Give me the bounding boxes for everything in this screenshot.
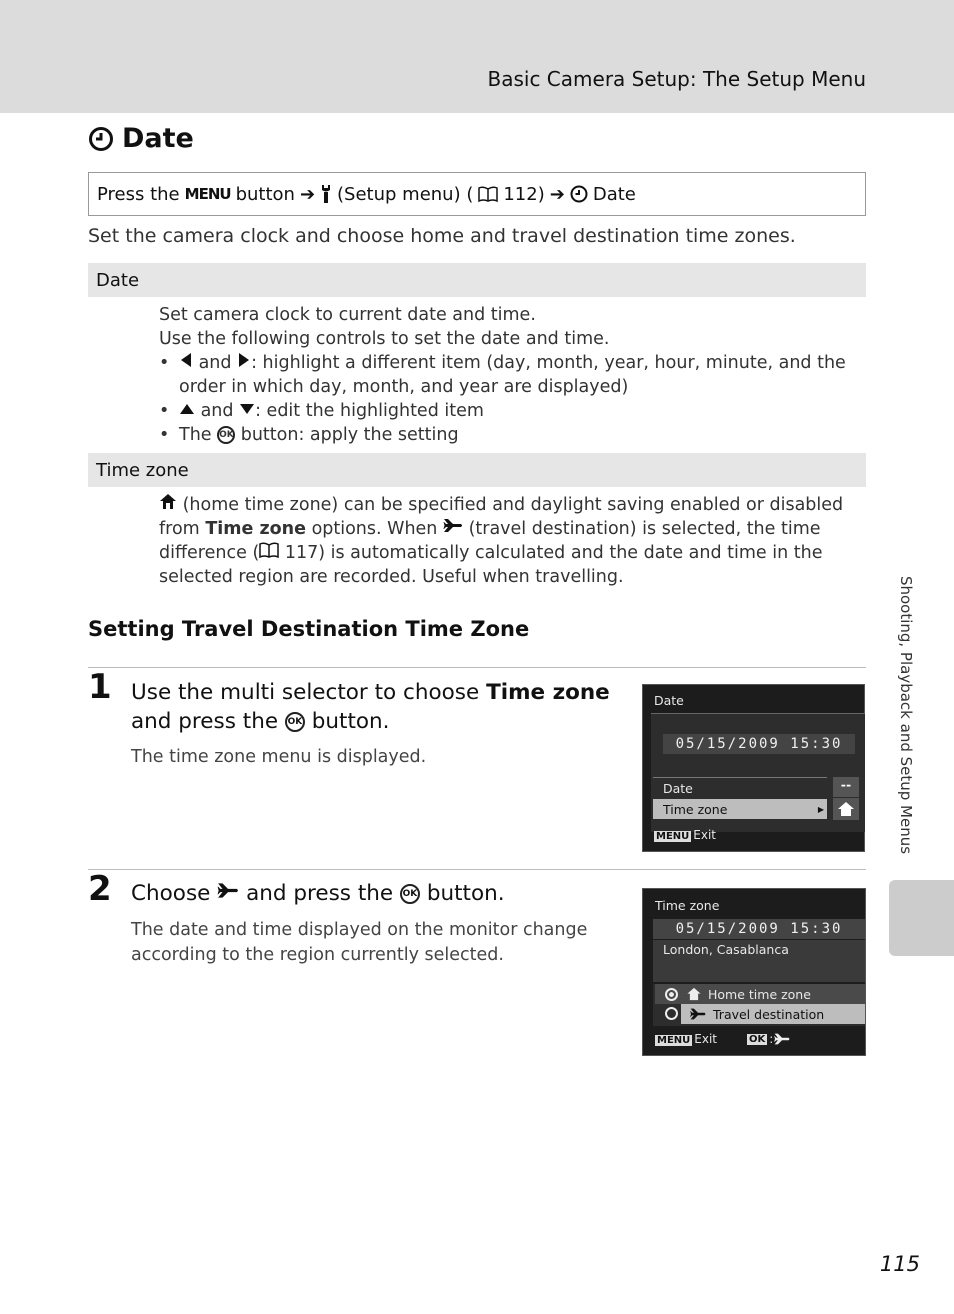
screen1-item-timezone[interactable] xyxy=(653,799,827,819)
bullet3-text: button: apply the setting xyxy=(240,425,459,445)
page-title-text: Date xyxy=(122,123,194,154)
arrow-icon: ➔ xyxy=(299,183,316,205)
right-arrow-icon xyxy=(237,352,251,368)
step-1-title xyxy=(131,678,611,736)
home-icon-option xyxy=(686,987,702,1001)
screen2-datetime: 05/15/2009 15:30 xyxy=(653,919,865,939)
step2-pre: Choose xyxy=(131,881,211,906)
chevron-right-icon: ▶ xyxy=(817,804,824,814)
arrow-icon-2: ➔ xyxy=(549,183,565,205)
screen2-travel-highlight xyxy=(681,1004,865,1024)
nav-button: button xyxy=(235,183,295,205)
nav-press: Press the xyxy=(97,183,180,205)
camera-screen-timezone xyxy=(642,888,866,1056)
page-title xyxy=(88,123,194,154)
plane-icon xyxy=(443,517,463,534)
menu-key-icon: MENU xyxy=(656,831,690,842)
screen2-opt1: Home time zone xyxy=(708,986,811,1002)
date-line2: Use the following controls to set the date and time. xyxy=(159,329,610,349)
ok-button-icon: OK xyxy=(217,426,235,444)
tz-p2: options. When xyxy=(311,519,438,539)
screen1-footer xyxy=(654,828,716,842)
bullet1-text: : highlight a different item (day, month, year, hour, minute, and the order in which day, month, and year are displayed) xyxy=(179,353,846,397)
screen2-region-panel xyxy=(653,940,865,982)
camera-screen-date xyxy=(642,684,865,852)
timezone-section-heading: Time zone xyxy=(88,453,866,487)
timezone-section-body xyxy=(159,493,859,589)
plane-icon-hint xyxy=(773,1032,791,1046)
wrench-icon xyxy=(320,184,332,204)
nav-target: Date xyxy=(592,183,636,205)
home-icon-screen xyxy=(833,798,859,820)
screen2-opt2: Travel destination xyxy=(713,1006,825,1022)
step-2-title xyxy=(131,879,611,908)
screen2-region: London, Casablanca xyxy=(663,942,789,957)
screen1-title: Date xyxy=(654,693,684,708)
step1-post2: button. xyxy=(311,709,390,734)
ok-button-icon-2: OK xyxy=(285,712,305,732)
radio-selected-icon xyxy=(665,988,678,1001)
screen2-exit: Exit xyxy=(694,1032,718,1046)
date-line1: Set camera clock to current date and time. xyxy=(159,305,536,325)
dash-icon: -- xyxy=(833,777,859,797)
subheading: Setting Travel Destination Time Zone xyxy=(88,617,530,641)
left-arrow-icon xyxy=(179,352,193,368)
step1-pre: Use the multi selector to choose xyxy=(131,680,480,705)
screen2-option-home[interactable] xyxy=(655,984,865,1004)
step-1-number: 1 xyxy=(88,667,112,707)
down-arrow-icon xyxy=(239,402,255,416)
intro-text: Set the camera clock and choose home and travel destination time zones. xyxy=(88,225,796,247)
menu-icon: MENU xyxy=(184,185,231,203)
bullet-ok xyxy=(159,423,859,447)
step1-bold: Time zone xyxy=(486,680,610,705)
step-1-desc: The time zone menu is displayed. xyxy=(131,747,427,767)
screen1-item-date[interactable]: Date xyxy=(663,780,693,796)
menu-path-box xyxy=(88,172,866,216)
plane-icon-option xyxy=(689,1007,707,1021)
screen2-title: Time zone xyxy=(655,898,720,913)
plane-icon-2 xyxy=(217,881,239,900)
step-2-desc: The date and time displayed on the monitor change according to the region currently selected. xyxy=(131,920,588,965)
up-arrow-icon xyxy=(179,402,195,416)
step2-post: button. xyxy=(426,881,505,906)
step1-post1: and press the xyxy=(131,709,279,734)
nav-ref-page: 112) xyxy=(503,183,545,205)
screen1-exit: Exit xyxy=(693,828,717,842)
tz-p3: (travel destination) is selected, the time difference xyxy=(159,519,821,563)
tz-p4-open: ( xyxy=(252,543,260,563)
screen1-datetime: 05/15/2009 15:30 xyxy=(663,734,855,754)
clock-icon xyxy=(88,126,114,152)
ok-key-icon: OK xyxy=(749,1033,766,1045)
chapter-label: Shooting, Playback and Setup Menus xyxy=(897,575,915,855)
screen1-item-timezone-label: Time zone xyxy=(663,801,728,817)
bullet2-and: and xyxy=(200,401,234,421)
bullet-up-down xyxy=(159,399,859,423)
radio-empty-icon xyxy=(665,1007,678,1020)
bullet2-text: : edit the highlighted item xyxy=(255,401,484,421)
page-number: 115 xyxy=(879,1252,920,1276)
screen2-ok-hint: OK : xyxy=(747,1032,791,1046)
date-section-body xyxy=(159,303,859,447)
book-icon xyxy=(478,186,498,202)
screen2-footer xyxy=(655,1032,717,1046)
bullet-left-right xyxy=(159,351,859,399)
tz-p1: (home time zone) can be specified and daylight saving enabled or disabled from xyxy=(159,495,844,539)
clock-icon-small xyxy=(570,185,588,203)
date-section-heading: Date xyxy=(88,263,866,297)
divider-2 xyxy=(88,869,866,870)
step-2-number: 2 xyxy=(88,869,112,909)
step2-mid: and press the xyxy=(246,881,394,906)
section-header: Basic Camera Setup: The Setup Menu xyxy=(487,67,866,91)
tz-bold-timezone: Time zone xyxy=(205,519,306,539)
home-icon xyxy=(159,493,177,510)
screen2-option-travel[interactable] xyxy=(655,1004,865,1024)
book-icon-2 xyxy=(259,542,279,558)
menu-key-icon-2: MENU xyxy=(657,1035,691,1046)
nav-setup: (Setup menu) ( xyxy=(337,183,474,205)
divider-1 xyxy=(88,667,866,668)
ok-button-icon-3: OK xyxy=(400,884,420,904)
tz-p4: 117) is automatically calculated and the date and time in the selected region are recorded. Useful when travelling. xyxy=(159,543,823,587)
header-bar xyxy=(0,0,954,113)
bullet1-and: and xyxy=(198,353,232,373)
bullet3-the: The xyxy=(179,425,212,445)
